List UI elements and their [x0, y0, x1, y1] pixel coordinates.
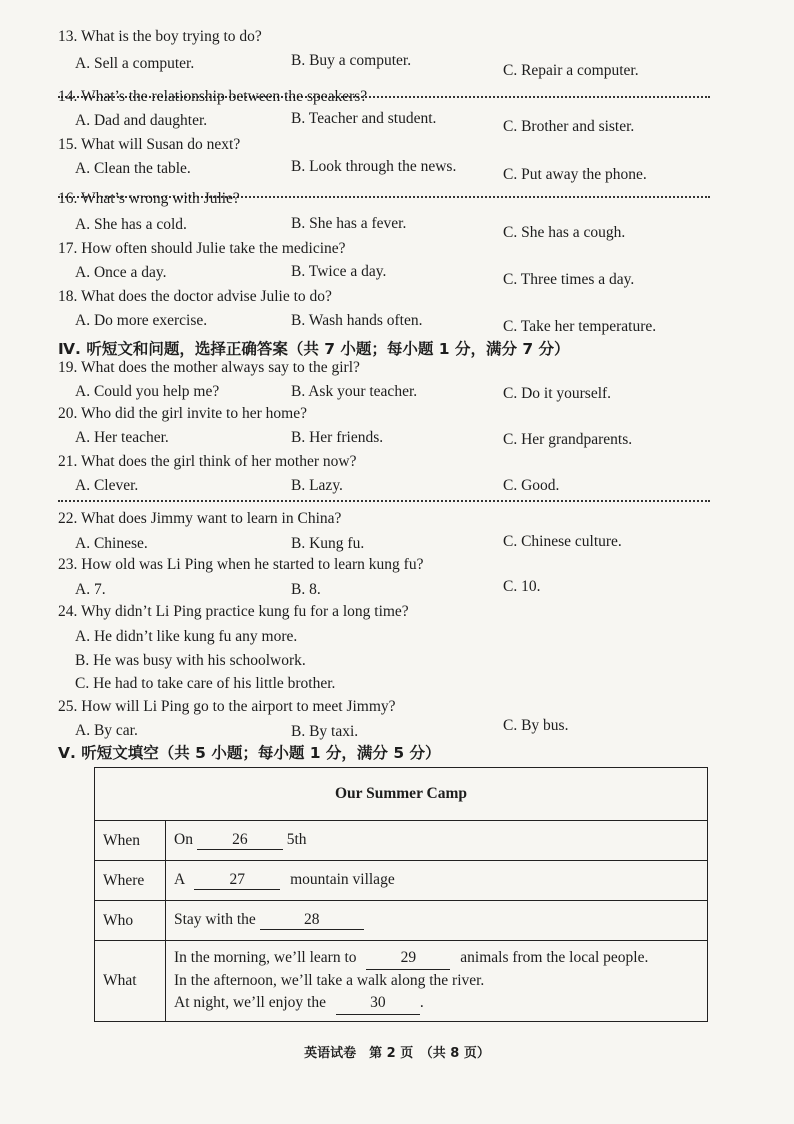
- question-22: 22. What does Jimmy want to learn in China?: [58, 510, 342, 527]
- q21-option-a: A. Clever.: [75, 477, 139, 494]
- q24-option-b: B. He was busy with his schoolwork.: [75, 652, 306, 669]
- divider: [58, 500, 710, 502]
- blank-26: 26: [197, 831, 283, 850]
- q17-option-b: B. Twice a day.: [291, 263, 387, 280]
- question-14: 14. What’s the relationship between the speakers?: [58, 88, 368, 105]
- question-16: 16. What’s wrong with Julie?: [58, 190, 240, 207]
- question-24: 24. Why didn’t Li Ping practice kung fu for a long time?: [58, 603, 409, 620]
- question-23: 23. How old was Li Ping when he started to learn kung fu?: [58, 556, 424, 573]
- q20-option-c: C. Her grandparents.: [503, 431, 633, 448]
- morning-prefix: In the morning, we’ll learn to: [174, 949, 357, 966]
- q16-option-a: A. She has a cold.: [75, 216, 187, 233]
- q19-option-a: A. Could you help me?: [75, 383, 220, 400]
- q23-option-a: A. 7.: [75, 581, 106, 598]
- q24-option-a: A. He didn’t like kung fu any more.: [75, 628, 298, 645]
- where-prefix: A: [174, 871, 185, 888]
- q16-option-b: B. She has a fever.: [291, 215, 407, 232]
- question-17: 17. How often should Julie take the medicine?: [58, 240, 346, 257]
- blank-27: 27: [194, 871, 280, 890]
- q14-option-a: A. Dad and daughter.: [75, 112, 208, 129]
- summer-camp-table: [94, 767, 708, 1022]
- q23-option-b: B. 8.: [291, 581, 321, 598]
- q25-option-a: A. By car.: [75, 722, 138, 739]
- what-line-morning: [174, 947, 699, 970]
- question-13: 13. What is the boy trying to do?: [58, 28, 262, 45]
- section-5-heading: Ⅴ. 听短文填空（共 5 小题；每小题 1 分，满分 5 分）: [58, 744, 441, 762]
- q22-option-b: B. Kung fu.: [291, 535, 365, 552]
- q22-option-c: C. Chinese culture.: [503, 533, 622, 550]
- row-label-who: Who: [95, 901, 166, 941]
- question-25: 25. How will Li Ping go to the airport to meet Jimmy?: [58, 698, 396, 715]
- question-21: 21. What does the girl think of her mother now?: [58, 453, 357, 470]
- row-value-who: [166, 901, 708, 941]
- row-value-what: [166, 941, 708, 1022]
- what-line-night: [174, 992, 699, 1015]
- morning-suffix: animals from the local people.: [460, 949, 649, 966]
- row-label-what: What: [95, 941, 166, 1022]
- q22-option-a: A. Chinese.: [75, 535, 148, 552]
- blank-30: 30: [336, 992, 420, 1015]
- q19-option-c: C. Do it yourself.: [503, 385, 612, 402]
- row-label-where: Where: [95, 861, 166, 901]
- q18-option-b: B. Wash hands often.: [291, 312, 423, 329]
- question-20: 20. Who did the girl invite to her home?: [58, 405, 307, 422]
- when-suffix: 5th: [286, 831, 307, 848]
- q15-option-a: A. Clean the table.: [75, 160, 191, 177]
- q15-option-c: C. Put away the phone.: [503, 166, 647, 183]
- q13-option-b: B. Buy a computer.: [291, 52, 412, 69]
- q15-option-b: B. Look through the news.: [291, 158, 457, 175]
- q23-option-c: C. 10.: [503, 578, 541, 595]
- table-row-who: [95, 901, 708, 941]
- row-label-when: When: [95, 821, 166, 861]
- q19-option-b: B. Ask your teacher.: [291, 383, 418, 400]
- table-row-when: [95, 821, 708, 861]
- question-19: 19. What does the mother always say to the girl?: [58, 359, 360, 376]
- page-footer: 英语试卷 第 2 页 （共 8 页）: [304, 1046, 490, 1061]
- question-18: 18. What does the doctor advise Julie to do?: [58, 288, 332, 305]
- table-row-where: [95, 861, 708, 901]
- q21-option-b: B. Lazy.: [291, 477, 343, 494]
- q13-option-c: C. Repair a computer.: [503, 62, 639, 79]
- q25-option-b: B. By taxi.: [291, 723, 359, 740]
- q18-option-c: C. Take her temperature.: [503, 318, 657, 335]
- night-prefix: At night, we’ll enjoy the: [174, 994, 326, 1011]
- q14-option-b: B. Teacher and student.: [291, 110, 437, 127]
- where-suffix: mountain village: [290, 871, 395, 888]
- q25-option-c: C. By bus.: [503, 717, 569, 734]
- section-4-heading: Ⅳ. 听短文和问题，选择正确答案（共 7 小题；每小题 1 分，满分 7 分）: [58, 340, 570, 358]
- q13-option-a: A. Sell a computer.: [75, 55, 195, 72]
- q21-option-c: C. Good.: [503, 477, 560, 494]
- q20-option-a: A. Her teacher.: [75, 429, 169, 446]
- who-prefix: Stay with the: [174, 911, 256, 928]
- table-title: Our Summer Camp: [95, 768, 708, 821]
- q17-option-a: A. Once a day.: [75, 264, 167, 281]
- q16-option-c: C. She has a cough.: [503, 224, 626, 241]
- table-row-what: [95, 941, 708, 1022]
- blank-29: 29: [366, 947, 450, 970]
- q20-option-b: B. Her friends.: [291, 429, 384, 446]
- row-value-where: [166, 861, 708, 901]
- what-line-afternoon: In the afternoon, we’ll take a walk along the river.: [174, 972, 485, 989]
- q24-option-c: C. He had to take care of his little brother.: [75, 675, 336, 692]
- q18-option-a: A. Do more exercise.: [75, 312, 208, 329]
- q14-option-c: C. Brother and sister.: [503, 118, 635, 135]
- q17-option-c: C. Three times a day.: [503, 271, 635, 288]
- row-value-when: [166, 821, 708, 861]
- night-suffix: .: [419, 994, 424, 1011]
- blank-28: 28: [260, 911, 364, 930]
- when-prefix: On: [174, 831, 193, 848]
- question-15: 15. What will Susan do next?: [58, 136, 241, 153]
